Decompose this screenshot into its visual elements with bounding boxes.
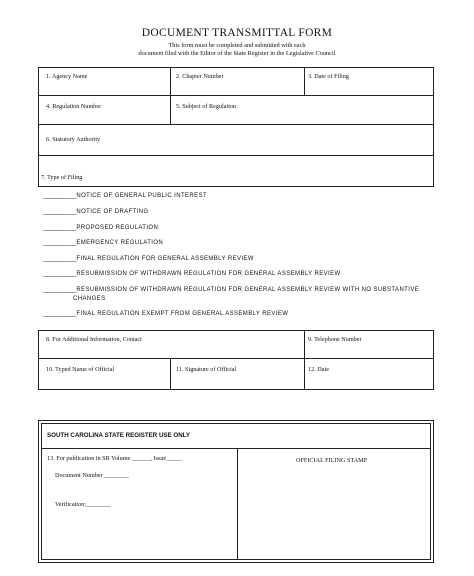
- filing-type-label: NOTICE OF DRAFTING: [76, 209, 149, 215]
- additional-info-field[interactable]: 8. For Additional Information, Contact: [46, 336, 142, 343]
- column-divider: [170, 67, 171, 124]
- column-divider: [170, 358, 171, 390]
- chapter-number-field[interactable]: 2. Chapter Number: [176, 73, 224, 80]
- filing-type-option[interactable]: [43, 240, 163, 246]
- telephone-field[interactable]: 9. Telephone Number: [308, 336, 362, 343]
- filing-type-label: NOTICE OF GENERAL PUBLIC INTEREST: [76, 193, 208, 199]
- row-divider: [38, 95, 434, 96]
- filing-type-label: FINAL REGULATION EXEMPT FROM GENERAL ASSEMBLY REVIEW: [76, 311, 289, 317]
- filing-type-checkline[interactable]: __________: [43, 311, 77, 317]
- filing-type-label: PROPOSED REGULATION: [76, 225, 159, 231]
- filing-type-option[interactable]: [43, 225, 158, 231]
- filing-type-option[interactable]: [43, 209, 149, 215]
- regulation-number-field[interactable]: 4. Regulation Number: [46, 103, 102, 110]
- filing-type-option[interactable]: [43, 193, 207, 199]
- filing-type-checkline[interactable]: __________: [43, 193, 77, 199]
- filing-type-checkline[interactable]: __________: [43, 271, 77, 277]
- form-title: DOCUMENT TRANSMITTAL FORM: [141, 27, 333, 39]
- filing-type-option[interactable]: [43, 287, 419, 293]
- date-field[interactable]: 12. Date: [308, 366, 329, 373]
- filing-type-option[interactable]: [43, 311, 288, 317]
- column-divider: [304, 330, 305, 390]
- filing-type-checkline[interactable]: __________: [43, 256, 77, 262]
- filing-type-label: EMERGENCY REGULATION: [76, 240, 164, 246]
- filing-type-label: RESUBMISSION OF WITHDRAWN REGULATION FOR GENERAL ASSEMBLY REVIEW: [76, 271, 341, 277]
- publication-field[interactable]: 13. For publication in SR Volume ______, Issue_____: [47, 455, 182, 462]
- filing-type-label: FINAL REGULATION FOR GENERAL ASSEMBLY REVIEW: [76, 256, 254, 262]
- official-filing-stamp-label: OFFICIAL FILING STAMP: [296, 457, 368, 464]
- form-instruction-text: document filed with the Editor of the State Register in the Legislative Council: [138, 50, 336, 57]
- column-divider: [304, 67, 305, 95]
- filing-type-option[interactable]: [73, 296, 105, 302]
- statutory-authority-field[interactable]: 6. Statutory Authority: [46, 136, 101, 143]
- form-main-block: [38, 67, 434, 187]
- filing-type-option[interactable]: [43, 271, 341, 277]
- row-divider: [38, 124, 434, 125]
- filing-type-label: CHANGES: [73, 296, 106, 302]
- form-instruction-line-2: [0, 50, 474, 57]
- sc-register-inner: [41, 423, 431, 560]
- row-divider: [38, 155, 434, 156]
- verification-field[interactable]: Verification:________: [55, 501, 111, 508]
- row-divider: [41, 448, 431, 449]
- row-divider: [38, 358, 434, 359]
- filing-type-label: RESUBMISSION OF WITHDRAWN REGULATION FOR GENERAL ASSEMBLY REVIEW WITH NO SUBSTANTIVE: [76, 287, 420, 293]
- filing-type-checkline[interactable]: __________: [43, 240, 77, 246]
- signature-field[interactable]: 11. Signature of Official: [176, 366, 237, 373]
- sc-register-heading: SOUTH CAROLINA STATE REGISTER USE ONLY: [47, 432, 191, 439]
- subject-field[interactable]: 5. Subject of Regulation: [176, 103, 237, 110]
- filing-type-option[interactable]: [43, 256, 254, 262]
- form-instruction-line-1: This form must be completed and submitted with each: [168, 42, 306, 49]
- filing-type-checkline[interactable]: __________: [43, 225, 77, 231]
- date-of-filing-field[interactable]: 3. Date of Filing: [308, 73, 349, 80]
- agency-name-field[interactable]: 1. Agency Name: [46, 73, 88, 80]
- column-divider: [237, 448, 238, 560]
- filing-type-checkline[interactable]: __________: [43, 287, 77, 293]
- typed-name-field[interactable]: 10. Typed Name of Official: [46, 366, 115, 373]
- type-of-filing-label: 7. Type of Filing: [41, 174, 83, 181]
- filing-type-checkline[interactable]: __________: [43, 209, 77, 215]
- document-number-field[interactable]: Document Number ________: [55, 472, 129, 479]
